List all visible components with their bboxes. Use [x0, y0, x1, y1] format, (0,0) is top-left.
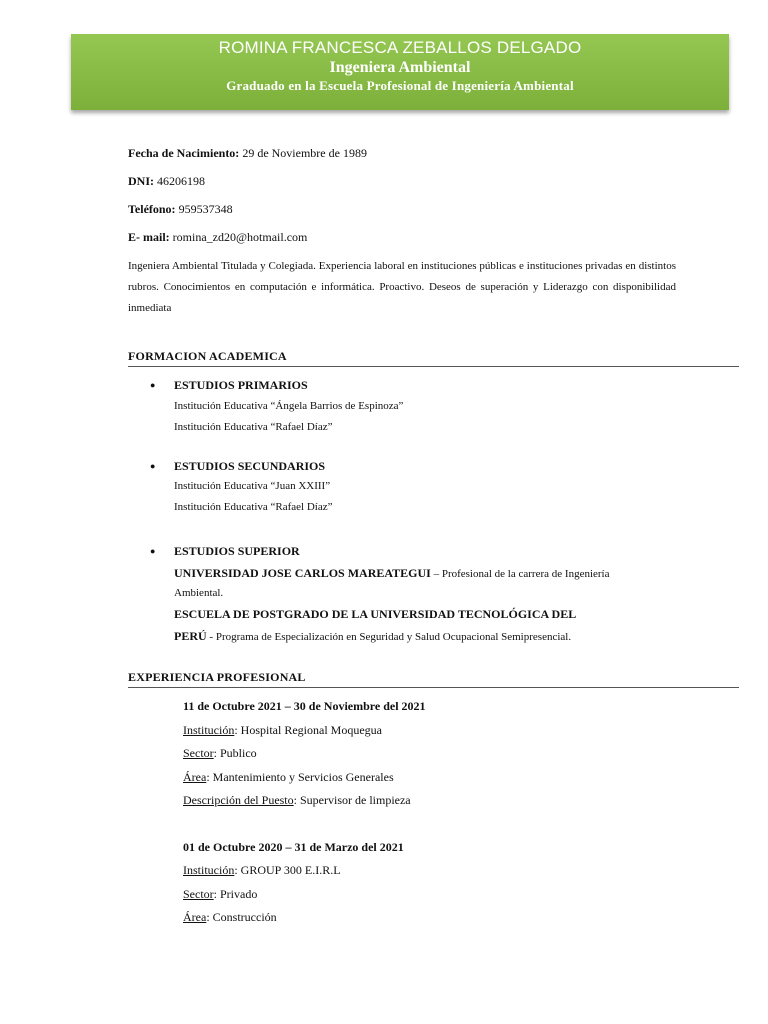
birth-date-row	[128, 146, 367, 161]
dni-value: 46206198	[154, 174, 205, 188]
job-1-dates: 11 de Octubre 2021 – 30 de Noviembre del 2021	[183, 699, 426, 713]
sector-label: Sector	[183, 746, 214, 760]
description-value: : Supervisor de limpieza	[293, 793, 411, 807]
job-2-sector	[183, 887, 257, 902]
phone-value: 959537348	[175, 202, 233, 216]
profile-summary: Ingeniera Ambiental Titulada y Colegiada. Experiencia laboral en instituciones públicas e instituciones privadas en distintos rubros. Conocimientos en computación e informática. Proactivo. Deseos de superación y Liderazgo con disponibilidad inmediata	[128, 260, 676, 314]
postgrad-line	[174, 629, 571, 644]
postgrad-name	[174, 607, 576, 622]
sector-value: : Publico	[213, 746, 257, 760]
area-label: Área	[183, 770, 207, 784]
dni-row	[128, 174, 205, 189]
secondary-school-1: Institución Educativa “Juan XXIII”	[174, 480, 331, 492]
postgrad-name-text: ESCUELA DE POSTGRADO DE LA UNIVERSIDAD TECNOLÓGICA DEL	[174, 607, 577, 621]
job-1-institution	[183, 723, 382, 738]
education-divider	[128, 366, 739, 367]
institution-label: Institución	[183, 723, 235, 737]
job-2-dates: 01 de Octubre 2020 – 31 de Marzo del 2021	[183, 840, 404, 854]
primary-school-2: Institución Educativa “Rafael Díaz”	[174, 421, 333, 433]
dni-label: DNI:	[128, 174, 154, 188]
header-banner	[71, 34, 729, 110]
institution-value: : Hospital Regional Moquegua	[234, 723, 382, 737]
education-heading: FORMACION ACADEMICA	[128, 349, 287, 363]
job-2-institution	[183, 863, 341, 878]
birth-date-value: 29 de Noviembre de 1989	[239, 146, 367, 160]
area-value: : Construcción	[206, 910, 277, 924]
higher-studies-title: ESTUDIOS SUPERIOR	[174, 544, 300, 558]
institution-value: : GROUP 300 E.I.R.L	[234, 863, 341, 877]
postgrad-name-cont: PERÚ	[174, 629, 207, 643]
birth-date-label: Fecha de Nacimiento:	[128, 146, 240, 160]
description-label: Descripción del Puesto	[183, 793, 294, 807]
experience-heading: EXPERIENCIA PROFESIONAL	[128, 670, 306, 684]
sector-value: : Privado	[213, 887, 258, 901]
secondary-school-2: Institución Educativa “Rafael Díaz”	[174, 501, 333, 513]
sector-label: Sector	[183, 887, 214, 901]
primary-studies-title: ESTUDIOS PRIMARIOS	[174, 378, 308, 392]
area-value: : Mantenimiento y Servicios Generales	[206, 770, 394, 784]
bullet-icon: ●	[150, 380, 156, 390]
phone-row	[128, 202, 233, 217]
experience-divider	[128, 687, 739, 688]
secondary-studies-title: ESTUDIOS SECUNDARIOS	[174, 459, 326, 473]
primary-school-1: Institución Educativa “Ángela Barrios de Espinoza”	[174, 400, 404, 412]
bullet-icon: ●	[150, 461, 156, 471]
job-1-sector	[183, 746, 257, 761]
institution-label: Institución	[183, 863, 235, 877]
university-name: UNIVERSIDAD JOSE CARLOS MAREATEGUI	[174, 566, 431, 580]
candidate-name: ROMINA FRANCESCA ZEBALLOS DELGADO	[218, 38, 582, 57]
job-1-description	[183, 793, 411, 808]
university-line	[174, 566, 610, 581]
email-row	[128, 230, 307, 245]
university-desc-cont: Ambiental.	[174, 587, 224, 599]
email-label: E- mail:	[128, 230, 170, 244]
job-2-area	[183, 910, 277, 925]
email-value: romina_zd20@hotmail.com	[169, 230, 308, 244]
bullet-icon: ●	[150, 546, 156, 556]
candidate-title: Ingeniera Ambiental	[329, 59, 471, 76]
candidate-subtitle: Graduado en la Escuela Profesional de Ingeniería Ambiental	[226, 78, 574, 93]
university-desc: – Profesional de la carrera de Ingeniería	[430, 568, 610, 580]
area-label: Área	[183, 910, 207, 924]
job-1-area	[183, 770, 394, 785]
phone-label: Teléfono:	[128, 202, 176, 216]
postgrad-desc: - Programa de Especialización en Seguridad y Salud Ocupacional Semipresencial.	[206, 631, 572, 643]
